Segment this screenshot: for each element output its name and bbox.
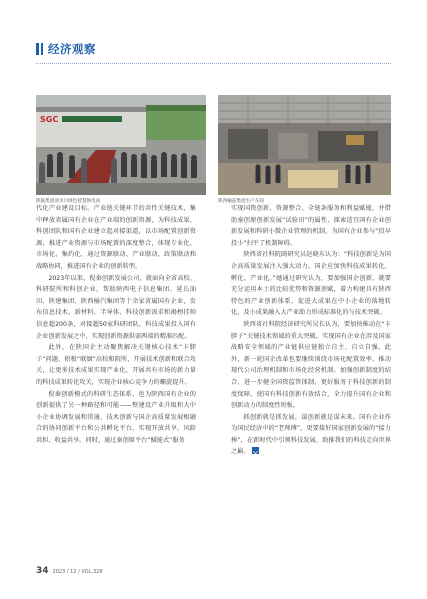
svg-text:SGC: SGC [40,115,59,124]
paragraph: 陕西省社科院经济研究所吴长认为，要加快推动在“卡脖子”关键技术领域的重大突破，实现国有企业在涉及国家战略安全领域的产业链供应链独立自主、自立自强。此外，新一轮国企改革也要继续围绕市场化配置效率、推动现代公司治理机制和市场化经营机制。加强创新制度的结合，进一步健全国资监管体制，更好服务于科技创新的制度保障，使国有科技创新有效结合，全力提升国有企业和创新动力的制度性短板。 [231,320,391,410]
section-header [36,40,96,58]
paragraph: 倪秦创新模式的科研生态体系，也为陕西国有企业的创新提供了另一种路径和可能——整建设产业升级和大中小企业协调发展和贯通、技术创新与国企高质量发展相融合的协同创新平台和公共孵化平台，实现开放共享、风险共担、收益共享。同时，通过秦创原平台“赋能式”服务 [36,390,196,444]
paragraph: 实现国资创新、资源整合、全链条服务和利益赋能，并借助秦创原创新发展“试验田”的属性，探索适宜国有企业创新发展和科研小微企业管理的机制，为国有企业参与“投早投小”扫平了机制障碍。 [231,205,391,247]
header-accent-bar-thin [41,43,43,55]
paragraph: 2023年以来，倪秦创新发展公司，就面向全省高校、科研院所和科创企业，帮助陕西电子信息集团、延长油田、陕建集团、陕西榆汽集团等十余家省属国有企业，发布信息技术、新材料、半导体、科技创新需求和揭榜挂帅信息超200条，对接超50家科研团队，科技成果投入国有企业创新发展之中，实现创新资源供需两端的精准匹配。 [36,274,196,340]
paragraph [231,412,391,458]
page-number: 34 [36,566,49,576]
paragraph-text: 抓创新就是抓发展，谋创新就是谋未来。国有企业作为国民经济中的“老师傅”，更要接好国家创新发展的“接力棒”，在新时代中引领科技发展，助推我们的科技走向世界之巅。 [231,413,391,456]
article-column-right [231,203,391,458]
header-accent-bar [36,43,39,55]
photo-caption: 陕鼓集团清水川绿色智慧换电站 [36,199,101,204]
header-divider [36,63,391,64]
page-footer [36,566,103,576]
article-column-left [36,203,196,446]
photo-swap-station [36,95,206,195]
paragraph: 此外，在陕国企主动聚焦解决关键核心技术“卡脖子”问题、积极“联姻”高校和院所，开展技术创新和联合攻关，让更多技术成果实现产业化，开展共有市场的新力量的科技成果转化攻关，实现企业核心竞争力的螺旋提升。 [36,344,196,386]
paragraph: 陕西省社科院副研究员赵晓东认为：“科技创新是为国企高质量发展注入强大动力。国企应加快科技成果转化、孵化、产业化。”她通过研究认为，要加强国企创新，就要充分运用本土的比较优势和资源禀赋，着力构建具有陕西特色的产业创新体系，促进大成果在中小企业的落地转化，及小成果融入大产业助力形成标准化的与技术突破。 [231,251,391,317]
section-title: 经济观察 [48,42,96,56]
issue-info: 2023 / 12 / VOL.328 [52,569,103,575]
article-end-icon [252,447,259,454]
photo-caption: 陕西榆兹集团生产车间 [218,199,264,204]
photo-workshop [218,95,391,195]
paragraph: 代化产业建设目标。产业链关键环节的共性关键技术，集中释放省属国有企业在产业端的创新资源，为科技成果、科创团队和国有企业建立起对接渠道，以市场配置创新资源，推进产业资源与市场配置的深度整合，体现专业化、市场化、集约化，通过资源联动、产业联动、政策联动和战略协同，推进国有企业的创新转型。 [36,205,196,270]
